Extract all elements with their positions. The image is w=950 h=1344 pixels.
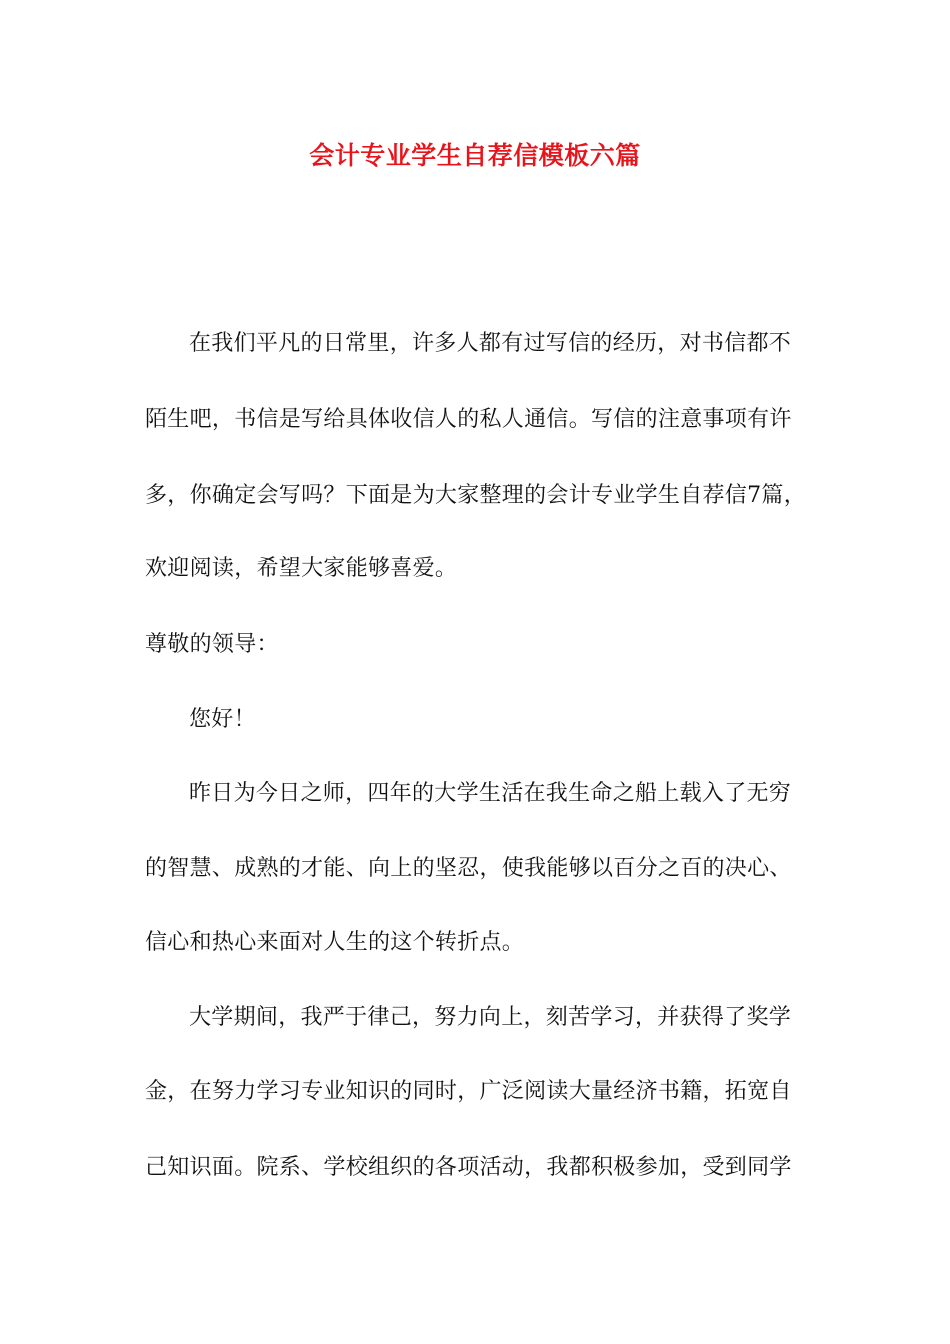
greeting: 您好！ [189,707,256,732]
paragraph-line: 多，你确定会写吗？下面是为大家整理的会计专业学生自荐信7篇， [145,483,806,508]
paragraph-line: 大学期间，我严于律己，努力向上，刻苦学习，并获得了奖学 [189,1005,792,1030]
paragraph-line: 己知识面。院系、学校组织的各项活动，我都积极参加，受到同学 [145,1155,792,1180]
paragraph-line: 在我们平凡的日常里，许多人都有过写信的经历，对书信都不 [189,331,792,356]
paragraph-line: 陌生吧，书信是写给具体收信人的私人通信。写信的注意事项有许 [145,407,792,432]
paragraph-line: 欢迎阅读，希望大家能够喜爱。 [145,556,458,581]
document-title: 会计专业学生自荐信模板六篇 [309,141,641,170]
paragraph-line: 的智慧、成熟的才能、向上的坚忍，使我能够以百分之百的决心、 [145,856,792,881]
paragraph-line: 金，在努力学习专业知识的同时，广泛阅读大量经济书籍，拓宽自 [145,1079,792,1104]
paragraph-line: 昨日为今日之师，四年的大学生活在我生命之船上载入了无穷 [189,781,792,806]
paragraph-line: 信心和热心来面对人生的这个转折点。 [145,930,525,955]
salutation: 尊敬的领导： [145,632,279,657]
